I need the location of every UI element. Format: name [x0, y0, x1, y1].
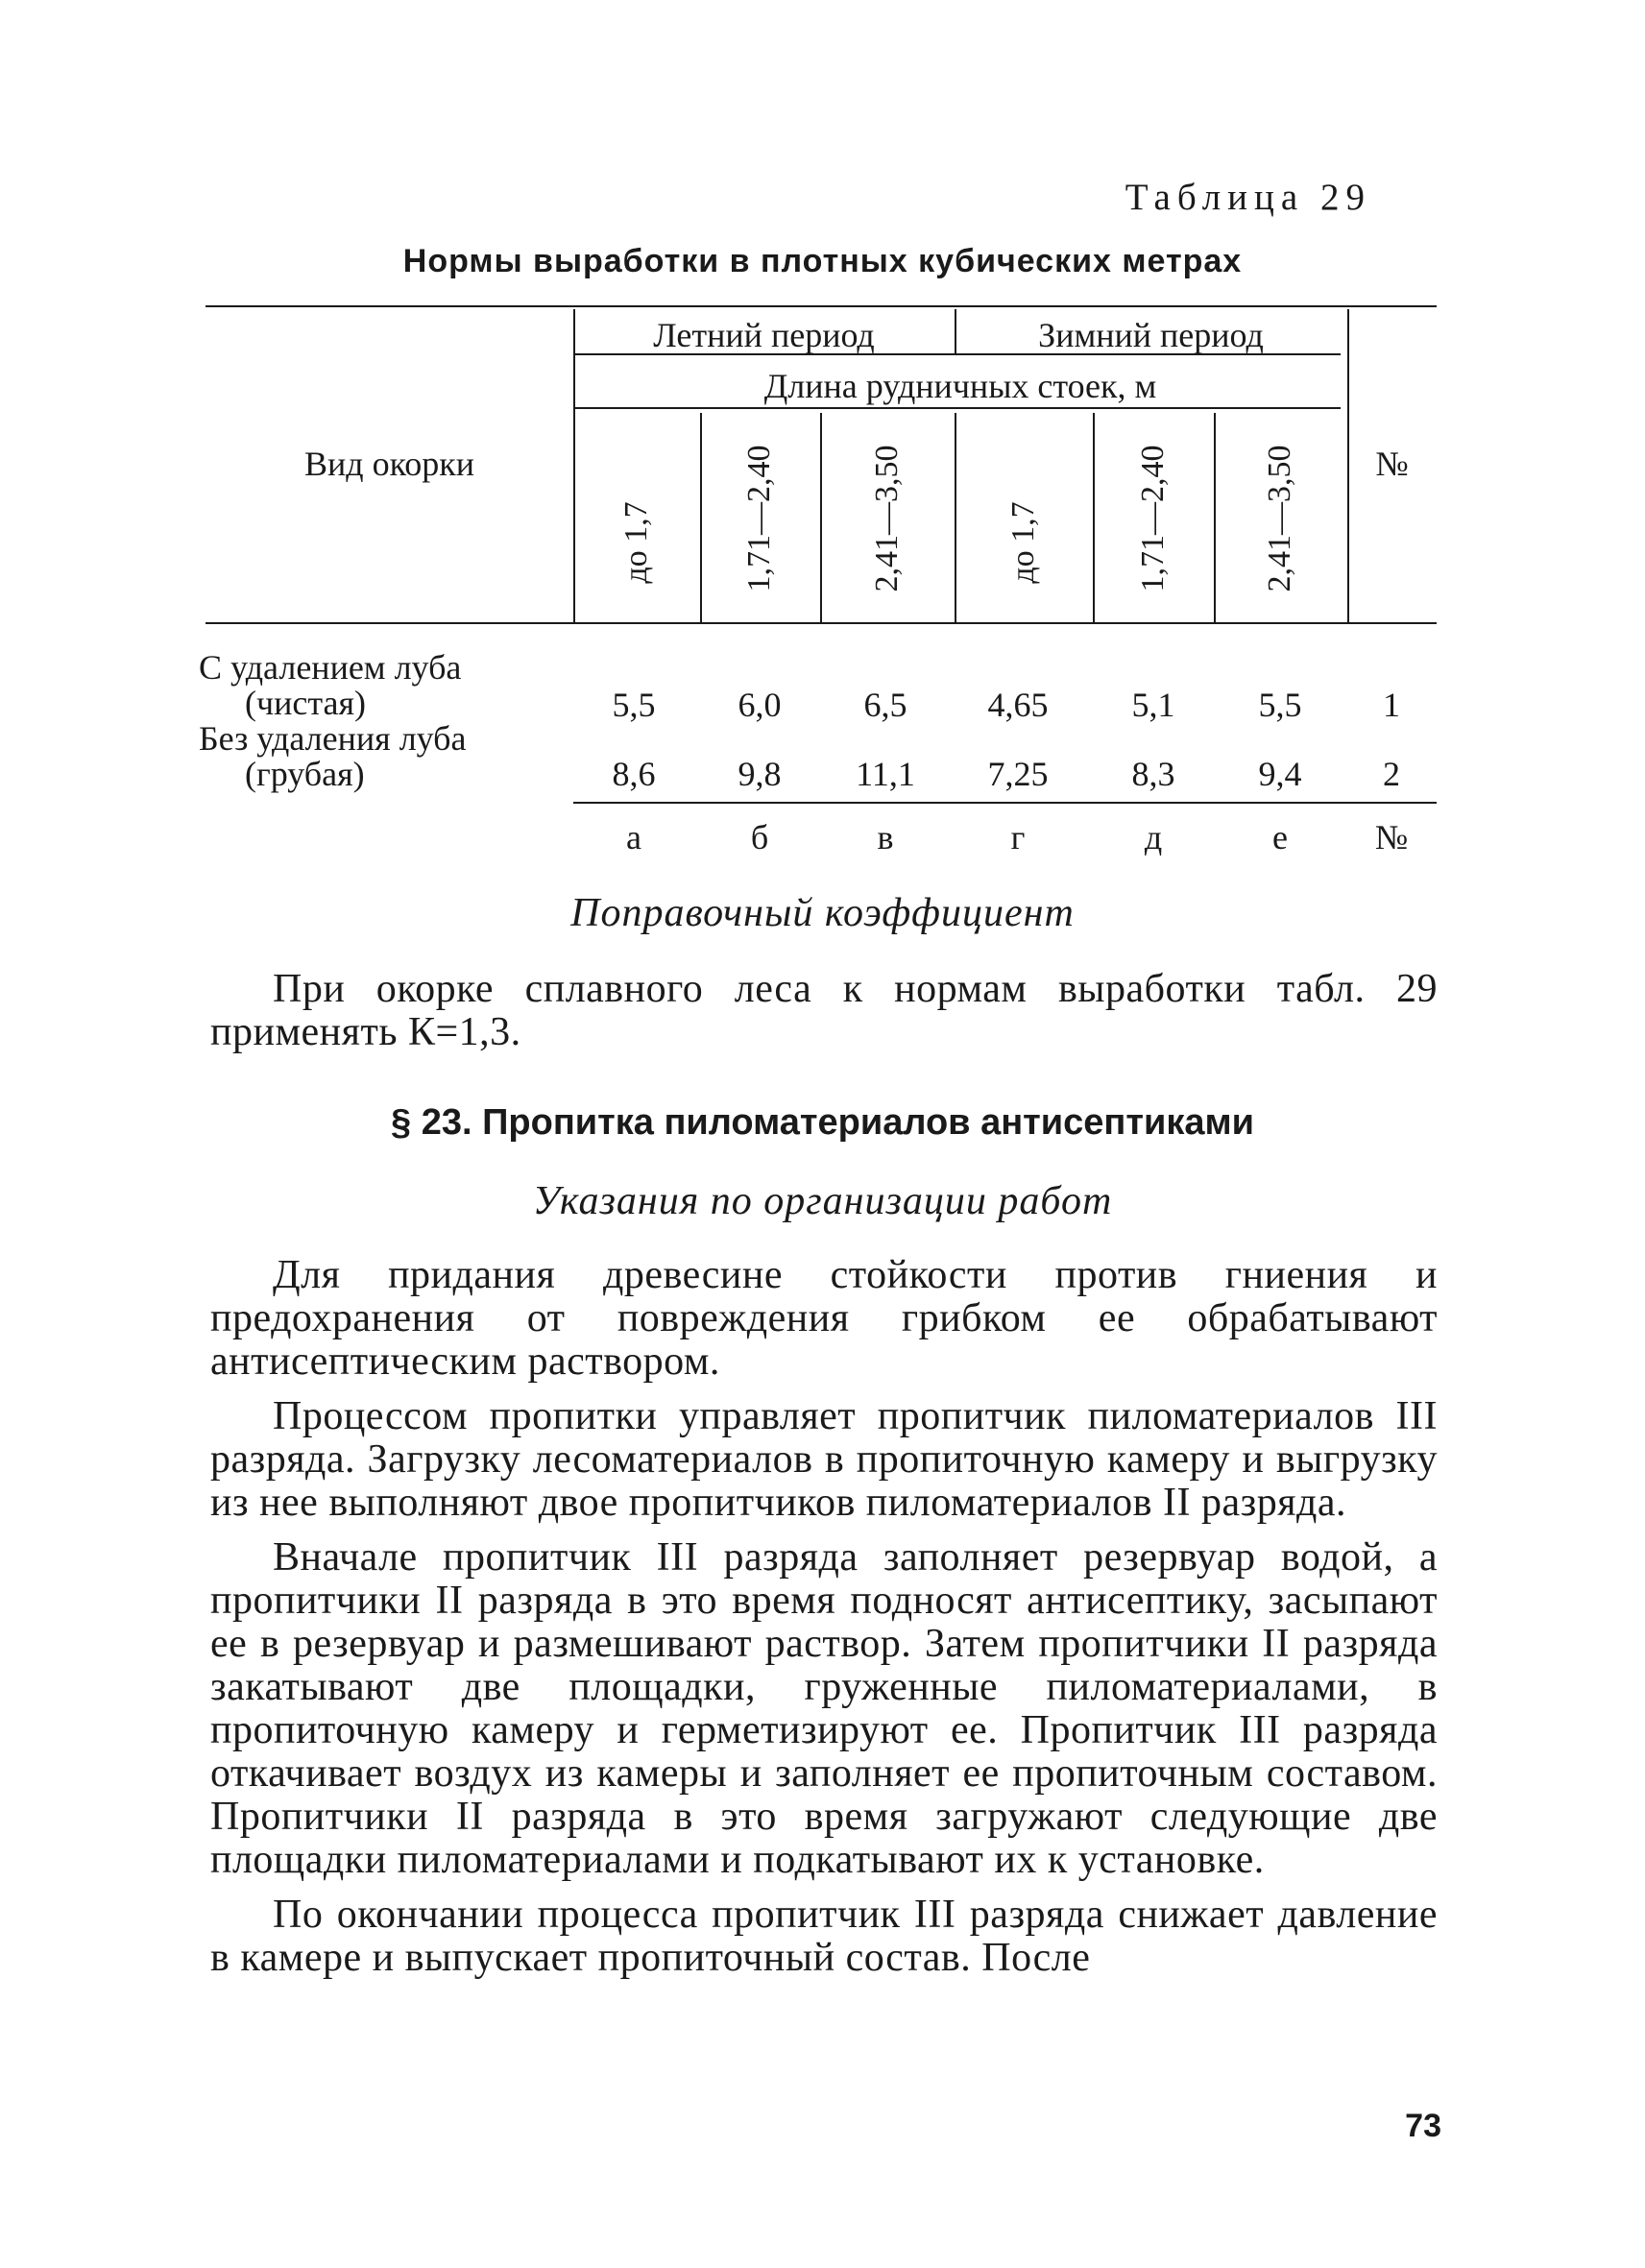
length-col-v: 2,41—3,50: [869, 445, 905, 592]
table-cell: 5,5: [612, 686, 656, 724]
row-name-2: [199, 721, 466, 792]
length-col-b: 1,71—2,40: [741, 445, 777, 592]
column-letter: г: [1010, 818, 1026, 857]
row-name-1: [199, 650, 461, 721]
length-col-e: 2,41—3,50: [1262, 445, 1297, 592]
length-rule: [573, 407, 1341, 409]
col-divider-main: [573, 309, 575, 622]
body-bottom-rule: [573, 802, 1437, 804]
row-name-2-line1: Без удаления луба: [199, 719, 467, 758]
table-label: Таблица 29: [1125, 177, 1371, 218]
table-cell-number: 1: [1383, 686, 1400, 724]
column-letter: е: [1272, 818, 1288, 857]
table-cell: 4,65: [987, 686, 1049, 724]
correction-heading: Поправочный коэффициент: [570, 891, 1075, 935]
table-title: Нормы выработки в плотных кубических метрах: [402, 243, 1243, 279]
col-divider-1: [700, 413, 702, 622]
col-divider-5: [1214, 413, 1216, 622]
row-name-1-line1: С удалением луба: [199, 648, 462, 687]
col-divider-4: [1093, 413, 1095, 622]
section-heading: § 23. Пропитка пиломатериалов антисептиками: [391, 1102, 1254, 1143]
length-col-d: 1,71—2,40: [1135, 445, 1171, 592]
table-cell: 6,5: [863, 686, 907, 724]
section-subheading: Указания по организации работ: [532, 1179, 1113, 1223]
paragraph-2: Процессом пропитки управляет пропитчик пиломатериалов III разряда. Загрузку лесоматериалов в пропиточную камеру и выгрузку из нее выполняют двое пропитчиков пиломатериалов II разряда.: [210, 1394, 1438, 1525]
row-name-2-line2: (грубая): [245, 755, 365, 793]
paragraph-1: Для придания древесине стойкости против гниения и предохранения от повреждения грибком ее обрабатывают антисептическим раствором.: [210, 1253, 1438, 1384]
section-body: [210, 1254, 1438, 1980]
table-cell-number: 2: [1383, 755, 1400, 793]
table-cell: 8,6: [612, 755, 656, 793]
length-col-a: до 1,7: [618, 501, 654, 584]
column-letter: д: [1144, 818, 1163, 857]
length-header: Длина рудничных стоек, м: [763, 367, 1157, 405]
table-cell: 6,0: [738, 686, 782, 724]
correction-text: [210, 968, 1438, 1054]
paragraph-4: По окончании процесса пропитчик III разряда снижает давление в камере и выпускает пропиточный состав. После: [210, 1893, 1438, 1980]
correction-paragraph: При окорке сплавного леса к нормам выработки табл. 29 применять К=1,3.: [210, 967, 1438, 1054]
summer-period-header: Летний период: [653, 316, 875, 354]
col-divider-3: [955, 413, 956, 622]
page-number: 73: [1405, 2108, 1441, 2144]
number-header: №: [1375, 445, 1409, 483]
row-name-1-line2: (чистая): [245, 684, 367, 722]
length-col-g: до 1,7: [1005, 501, 1041, 584]
winter-period-header: Зимний период: [1038, 316, 1264, 354]
table-cell: 7,25: [987, 755, 1049, 793]
table-cell: 8,3: [1131, 755, 1175, 793]
table-cell: 5,5: [1258, 686, 1302, 724]
column-letter: б: [750, 818, 769, 857]
table-cell: 9,8: [738, 755, 782, 793]
header-bottom-rule: [206, 622, 1437, 624]
column-letter-number: №: [1374, 818, 1409, 857]
table-cell: 11,1: [856, 755, 915, 793]
paragraph-3: Вначале пропитчик III разряда заполняет резервуар водой, а пропитчики II разряда в это время подносят антисептику, засыпают ее в резервуар и размешивают раствор. Затем пропитчики II разряда закатывают две площадки, груженные пиломатериалами, в пропиточную камеру и герметизируют ее. Пропитчик III разряда откачивает воздух из камеры и заполняет ее пропиточным составом. Пропитчики II разряда в это время загружают следующие две площадки пиломатериалами и подкатывают их к установке.: [210, 1535, 1438, 1882]
table-cell: 5,1: [1131, 686, 1175, 724]
col-divider-2: [820, 413, 822, 622]
table-cell: 9,4: [1258, 755, 1302, 793]
column-letter: а: [626, 818, 641, 857]
row-header: Вид окорки: [303, 445, 474, 483]
table-top-rule: [206, 305, 1437, 307]
column-letter: в: [877, 818, 894, 857]
